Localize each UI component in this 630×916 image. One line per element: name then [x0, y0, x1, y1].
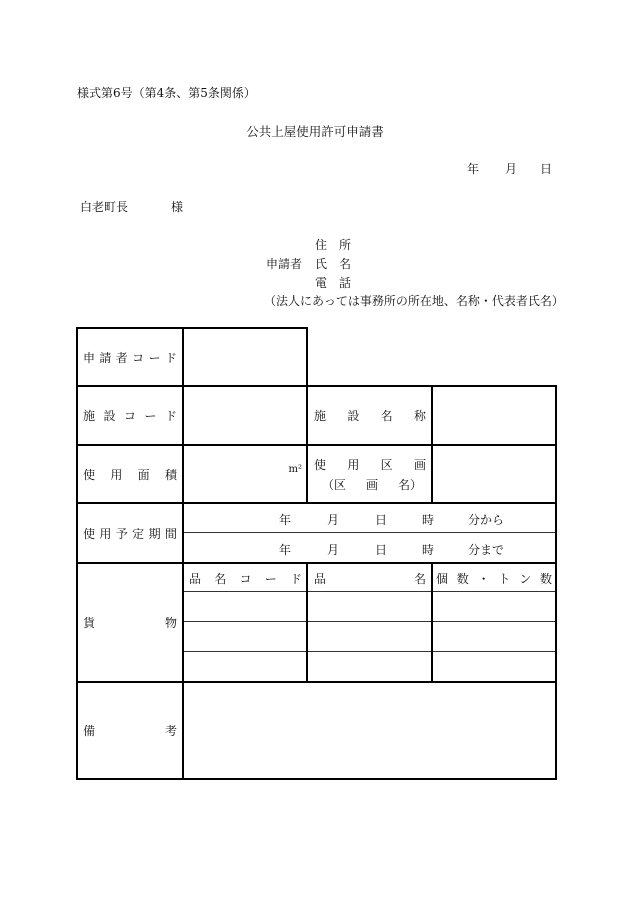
quantity-header: 個 数 ・ ト ン 数	[436, 571, 552, 586]
date-month-label: 月	[505, 162, 518, 176]
addressee-name: 白老町長	[80, 200, 129, 214]
date-day-label: 日	[540, 162, 553, 176]
line	[306, 385, 308, 504]
form-number: 様式第6号（第4条、第5条関係）	[77, 86, 256, 100]
usage-area-label: 使 用 面 積	[83, 467, 177, 482]
line	[555, 385, 557, 780]
remarks-label: 備 考	[83, 724, 177, 738]
facility-name-field[interactable]	[433, 387, 555, 444]
facility-code-field[interactable]	[184, 387, 306, 444]
applicant-code-label: 申 請 者 コ ー ド	[83, 350, 177, 365]
application-table	[76, 327, 557, 780]
period-to-row[interactable]: 年 月 日 時 分まで	[279, 543, 505, 557]
facility-code-label: 施 設 コ ー ド	[83, 409, 177, 423]
area-unit: m²	[288, 464, 302, 475]
planned-period-label: 使 用 予 定 期 間	[83, 526, 177, 541]
address-label-1: 住	[315, 238, 328, 252]
item-code-header: 品 名 コ ー ド	[189, 571, 302, 586]
line	[76, 327, 78, 780]
facility-name-label: 施 設 名 称	[314, 409, 426, 423]
cargo-entries[interactable]	[184, 593, 555, 681]
period-from-row[interactable]: 年 月 日 時 分から	[279, 513, 505, 527]
usage-area-field[interactable]	[184, 446, 306, 502]
date-year-label: 年	[467, 162, 480, 176]
line	[76, 778, 557, 780]
applicant-note: （法人にあっては事務所の所在地、名称・代表者氏名）	[264, 294, 564, 308]
name-label-2: 名	[339, 257, 352, 271]
form-title: 公共上屋使用許可申請書	[246, 124, 384, 139]
addressee-honorific: 様	[171, 200, 184, 214]
line	[306, 327, 308, 387]
phone-label-1: 電	[315, 276, 328, 290]
item-name-header: 品 名	[314, 571, 426, 586]
phone-label-2: 話	[339, 276, 352, 290]
name-label-1: 氏	[315, 257, 328, 271]
usage-section-field[interactable]	[433, 446, 555, 502]
cargo-label: 貨 物	[83, 616, 177, 630]
applicant-label: 申請者	[266, 257, 303, 271]
address-label-2: 所	[339, 238, 352, 252]
usage-section-label: 使 用 区 画 （区 画 名）	[314, 457, 426, 492]
applicant-code-field[interactable]	[184, 329, 306, 385]
remarks-field[interactable]	[184, 683, 555, 778]
